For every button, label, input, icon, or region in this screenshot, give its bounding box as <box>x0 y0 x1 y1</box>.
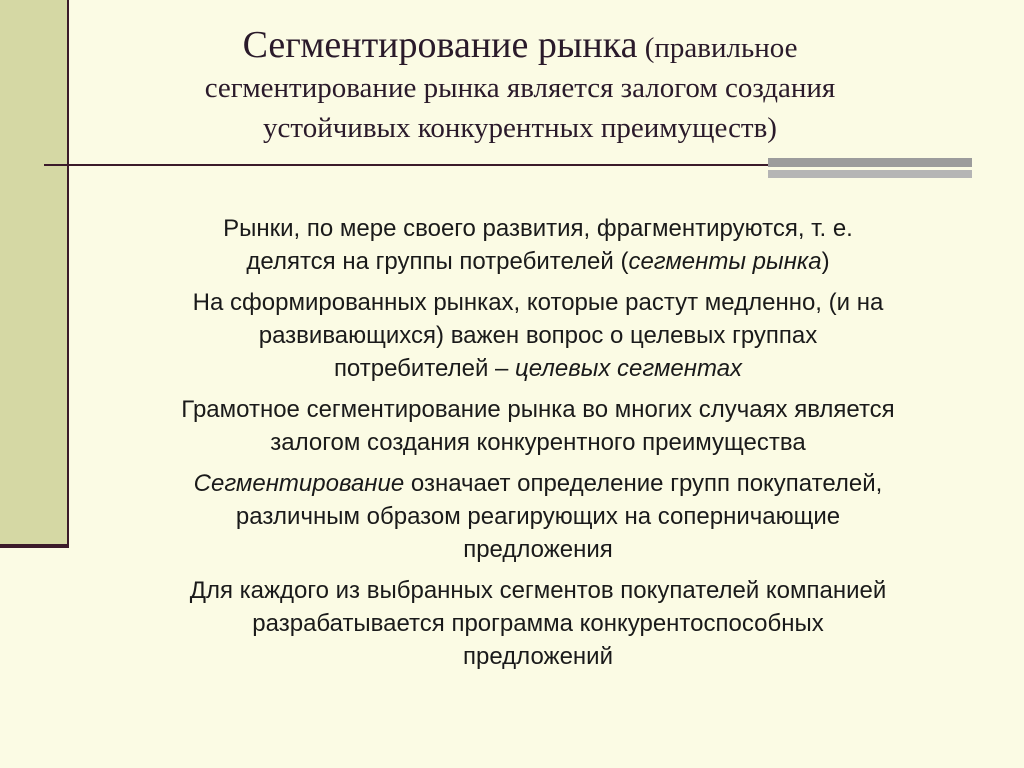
slide-title <box>90 22 950 148</box>
paragraph-line <box>96 352 980 385</box>
paragraph-markets-fragment <box>96 212 980 278</box>
left-band-border <box>67 0 69 548</box>
title-subtitle-line-2: сегментирование рынка является залогом создания <box>204 72 836 104</box>
paragraph-line: Для каждого из выбранных сегментов покупателей компанией <box>189 577 887 604</box>
emphasis-text: сегменты рынка <box>628 248 822 275</box>
paragraph-line: развивающихся) важен вопрос о целевых группах <box>258 322 818 349</box>
paragraph-line: различным образом реагирующих на соперничающие <box>235 503 841 530</box>
text-run: означает определение групп покупателей, <box>404 470 883 497</box>
title-divider-gray-bar <box>768 158 972 167</box>
paragraph-segmentation-definition <box>96 467 980 566</box>
paragraph-line: залогом создания конкурентного преимущества <box>270 429 806 456</box>
text-run: ) <box>821 248 830 275</box>
left-band-bottom-edge <box>0 544 69 548</box>
title-subtitle-line-3: устойчивых конкурентных преимуществ) <box>263 112 777 144</box>
paragraph-line: предложений <box>463 643 613 670</box>
paragraph-line <box>96 467 980 500</box>
title-divider-gray-bar-2 <box>768 170 972 178</box>
text-run: потребителей – <box>333 355 516 382</box>
emphasis-text: целевых сегментах <box>515 355 743 382</box>
paragraph-competitive-advantage <box>96 393 980 459</box>
title-paren-start: (правильное <box>637 32 798 64</box>
text-run: делятся на группы потребителей ( <box>246 248 629 275</box>
paragraph-segment-program <box>96 574 980 673</box>
paragraph-line: разрабатывается программа конкурентоспособных <box>252 610 824 637</box>
paragraph-line: На сформированных рынках, которые растут медленно, (и на <box>192 289 884 316</box>
title-main: Сегментирование рынка <box>242 24 638 66</box>
left-decorative-band <box>0 0 67 546</box>
paragraph-line <box>96 245 980 278</box>
slide-body <box>96 212 980 681</box>
emphasis-text: Сегментирование <box>193 470 405 497</box>
paragraph-line: Грамотное сегментирование рынка во многих случаях является <box>181 396 895 423</box>
paragraph-target-groups <box>96 286 980 385</box>
paragraph-line: Рынки, по мере своего развития, фрагментируются, т. е. <box>223 215 853 242</box>
paragraph-line: предложения <box>463 536 613 563</box>
